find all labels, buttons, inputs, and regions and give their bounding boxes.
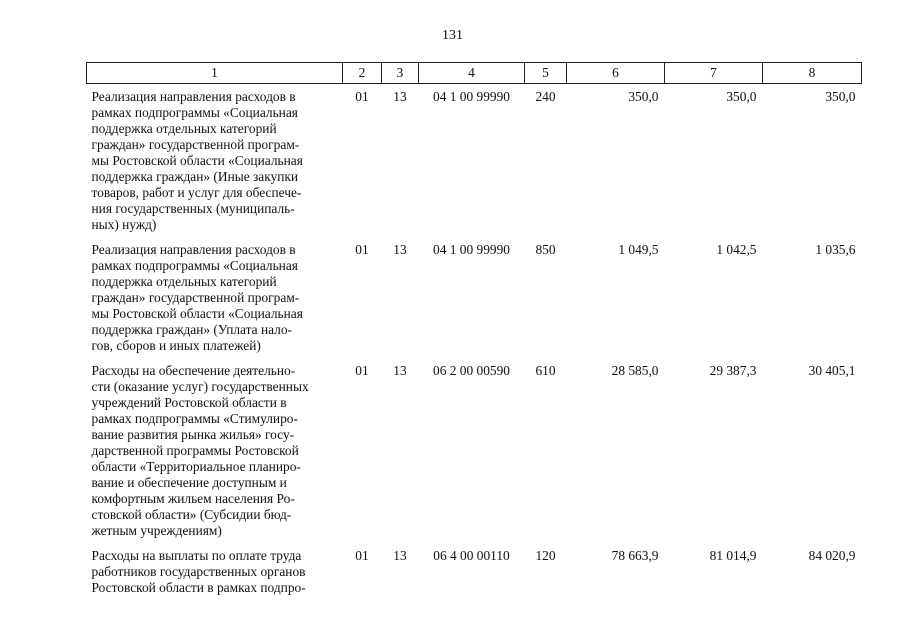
subsection-code-cell: 13 [393,89,407,104]
description-line: вание развития рынка жилья» госу- [91,427,295,442]
target-article-cell: 04 1 00 99990 [433,242,510,257]
target-article-cell: 06 4 00 00110 [433,548,510,563]
amount-year1-cell: 78 663,9 [611,548,659,563]
amount-year3-cell: 30 405,1 [808,363,856,378]
page-number: 131 [442,28,463,43]
row-description [87,543,343,600]
description-line: комфортным жильем населения Ро- [91,491,295,506]
header-cell-6: 6 [567,63,665,84]
amount-year3-cell: 350,0 [825,89,856,104]
amount-year2-cell: 1 042,5 [716,242,757,257]
header-cell-2: 2 [343,63,382,84]
table-row [87,358,862,543]
subsection-code-cell: 13 [393,363,407,378]
subsection-code-cell: 13 [393,242,407,257]
target-article-cell: 06 2 00 00590 [433,363,510,378]
section-code-cell: 01 [355,363,369,378]
header-cell-5: 5 [525,63,567,84]
description-line: области «Территориальное планиро- [91,459,301,474]
target-article-cell: 04 1 00 99990 [433,89,510,104]
header-cell-1: 1 [87,63,343,84]
row-description [87,358,343,543]
description-line: гов, сборов и иных платежей) [91,338,261,353]
description-line: дарственной программы Ростовской [91,443,299,458]
header-cell-8: 8 [763,63,862,84]
amount-year1-cell: 28 585,0 [611,363,659,378]
expense-type-cell: 610 [535,363,556,378]
amount-year3-cell: 1 035,6 [815,242,856,257]
description-line: Реализация направления расходов в [91,242,296,257]
expense-type-cell: 120 [535,548,556,563]
amount-year2-cell: 350,0 [726,89,757,104]
amount-year3-cell: 84 020,9 [808,548,856,563]
description-line: Расходы на выплаты по оплате труда [91,548,302,563]
description-line: поддержка отдельных категорий [91,121,277,136]
description-line: ния государственных (муниципаль- [91,201,295,216]
section-code-cell: 01 [355,89,369,104]
section-code-cell: 01 [355,548,369,563]
description-line: рамках подпрограммы «Стимулиро- [91,411,298,426]
description-line: граждан» государственной програм- [91,137,300,152]
description-line: товаров, работ и услуг для обеспече- [91,185,302,200]
description-line: работников государственных органов [91,564,306,579]
expense-type-cell: 850 [535,242,556,257]
description-line: жетным учреждениям) [91,523,222,538]
description-line: рамках подпрограммы «Социальная [91,258,298,273]
expense-type-cell: 240 [535,89,556,104]
description-line: поддержка граждан» (Уплата нало- [91,322,293,337]
description-line: мы Ростовской области «Социальная [91,153,303,168]
table-row [87,237,862,358]
description-line: Реализация направления расходов в [91,89,296,104]
description-line: Расходы на обеспечение деятельно- [91,363,296,378]
table-row [87,84,862,238]
description-line: вание и обеспечение доступным и [91,475,287,490]
row-description [87,84,343,238]
description-line: граждан» государственной програм- [91,290,300,305]
header-cell-4: 4 [419,63,525,84]
description-line: ных) нужд) [91,217,157,232]
budget-table [86,62,862,600]
amount-year1-cell: 1 049,5 [618,242,659,257]
description-line: сти (оказание услуг) государственных [91,379,309,394]
description-line: Ростовской области в рамках подпро- [91,580,306,595]
description-line: учреждений Ростовской области в [91,395,287,410]
table-header-row [87,63,862,84]
header-cell-7: 7 [665,63,763,84]
description-line: мы Ростовской области «Социальная [91,306,303,321]
header-cell-3: 3 [382,63,419,84]
amount-year2-cell: 29 387,3 [709,363,757,378]
description-line: поддержка граждан» (Иные закупки [91,169,299,184]
description-line: поддержка отдельных категорий [91,274,277,289]
section-code-cell: 01 [355,242,369,257]
description-line: стовской области» (Субсидии бюд- [91,507,292,522]
row-description [87,237,343,358]
amount-year2-cell: 81 014,9 [709,548,757,563]
subsection-code-cell: 13 [393,548,407,563]
table-row [87,543,862,600]
description-line: рамках подпрограммы «Социальная [91,105,298,120]
amount-year1-cell: 350,0 [628,89,659,104]
